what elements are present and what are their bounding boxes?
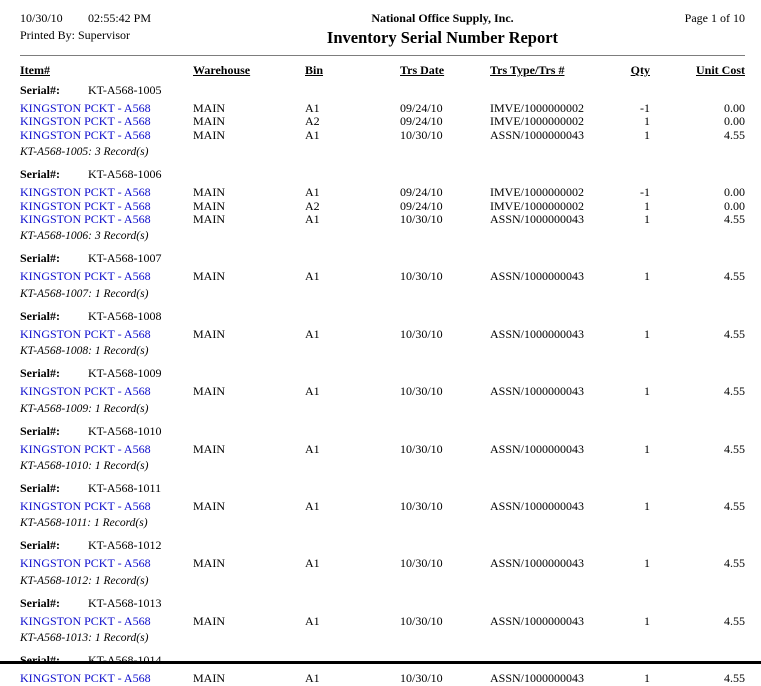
- serial-row: [20, 168, 745, 181]
- trs-date-cell: 10/30/10: [400, 269, 443, 284]
- item-link[interactable]: KINGSTON PCKT - A568: [20, 556, 151, 571]
- serial-number: KT-A568-1011: [88, 481, 162, 496]
- table-row: [20, 213, 745, 226]
- bin-cell: A1: [305, 613, 320, 628]
- trs-type-cell: ASSN/1000000043: [490, 384, 585, 399]
- unit-cost-cell: 4.55: [724, 212, 745, 227]
- table-row: [20, 500, 745, 513]
- item-link[interactable]: KINGSTON PCKT - A568: [20, 127, 151, 142]
- header-center: [270, 10, 615, 48]
- serial-rows: [20, 615, 745, 628]
- group-record-count: KT-A568-1009: 1 Record(s): [20, 402, 149, 415]
- item-link[interactable]: KINGSTON PCKT - A568: [20, 101, 151, 115]
- trs-date-cell: 10/30/10: [400, 326, 443, 341]
- qty-cell: 1: [644, 114, 650, 129]
- serial-group: [20, 539, 745, 587]
- company-name: National Office Supply, Inc.: [371, 11, 514, 25]
- trs-type-cell: ASSN/1000000043: [490, 212, 585, 227]
- column-headers: [20, 62, 745, 78]
- bin-cell: A2: [305, 114, 320, 129]
- group-record-count: KT-A568-1013: 1 Record(s): [20, 632, 149, 645]
- qty-cell: 1: [644, 326, 650, 341]
- trs-date-cell: 10/30/10: [400, 441, 443, 456]
- column-header-trs-type: Trs Type/Trs #: [490, 63, 565, 77]
- serial-number: KT-A568-1012: [88, 538, 162, 553]
- trs-date-cell: 09/24/10: [400, 185, 443, 200]
- bin-cell: A1: [305, 212, 320, 227]
- item-link[interactable]: KINGSTON PCKT - A568: [20, 198, 151, 213]
- serial-group: [20, 252, 745, 300]
- unit-cost-cell: 4.55: [724, 441, 745, 456]
- serial-rows: [20, 672, 745, 685]
- warehouse-cell: MAIN: [193, 499, 225, 514]
- unit-cost-cell: 4.55: [724, 269, 745, 284]
- report-header: [20, 10, 745, 48]
- trs-date-cell: 10/30/10: [400, 556, 443, 571]
- bin-cell: A1: [305, 384, 320, 399]
- bin-cell: A1: [305, 499, 320, 514]
- serial-rows: [20, 270, 745, 283]
- trs-type-cell: ASSN/1000000043: [490, 127, 585, 142]
- group-record-count: KT-A568-1011: 1 Record(s): [20, 517, 148, 530]
- serial-row: [20, 252, 745, 265]
- bin-cell: A1: [305, 671, 320, 686]
- header-left: [20, 10, 270, 44]
- serial-label: Serial#:: [20, 251, 60, 266]
- warehouse-cell: MAIN: [193, 441, 225, 456]
- trs-date-cell: 10/30/10: [400, 613, 443, 628]
- item-link[interactable]: KINGSTON PCKT - A568: [20, 671, 151, 686]
- serial-group: [20, 482, 745, 530]
- warehouse-cell: MAIN: [193, 269, 225, 284]
- qty-cell: 1: [644, 127, 650, 142]
- group-record-count: KT-A568-1010: 1 Record(s): [20, 460, 149, 473]
- serial-rows: [20, 557, 745, 570]
- qty-cell: -1: [640, 185, 650, 200]
- serial-row: [20, 84, 745, 97]
- item-link[interactable]: KINGSTON PCKT - A568: [20, 441, 151, 456]
- table-row: [20, 186, 745, 199]
- serial-group: [20, 654, 745, 685]
- table-row: [20, 115, 745, 128]
- group-record-count: KT-A568-1008: 1 Record(s): [20, 345, 149, 358]
- bin-cell: A2: [305, 198, 320, 213]
- table-row: [20, 200, 745, 213]
- trs-type-cell: ASSN/1000000043: [490, 499, 585, 514]
- warehouse-cell: MAIN: [193, 384, 225, 399]
- bin-cell: A1: [305, 269, 320, 284]
- unit-cost-cell: 4.55: [724, 671, 745, 686]
- serial-label: Serial#:: [20, 538, 60, 553]
- bin-cell: A1: [305, 185, 320, 200]
- unit-cost-cell: 4.55: [724, 499, 745, 514]
- bin-cell: A1: [305, 556, 320, 571]
- serial-row: [20, 539, 745, 552]
- serial-number: KT-A568-1009: [88, 366, 162, 381]
- serial-row: [20, 310, 745, 323]
- printed-by: Printed By: Supervisor: [20, 28, 130, 42]
- serial-group: [20, 597, 745, 645]
- warehouse-cell: MAIN: [193, 613, 225, 628]
- qty-cell: 1: [644, 556, 650, 571]
- trs-date-cell: 10/30/10: [400, 127, 443, 142]
- unit-cost-cell: 4.55: [724, 556, 745, 571]
- serial-row: [20, 482, 745, 495]
- trs-type-cell: ASSN/1000000043: [490, 613, 585, 628]
- serial-rows: [20, 328, 745, 341]
- print-date: 10/30/10: [20, 11, 63, 25]
- item-link[interactable]: KINGSTON PCKT - A568: [20, 499, 151, 514]
- warehouse-cell: MAIN: [193, 198, 225, 213]
- unit-cost-cell: 4.55: [724, 127, 745, 142]
- header-divider: [20, 55, 745, 56]
- unit-cost-cell: 0.00: [724, 185, 745, 200]
- serial-number: KT-A568-1007: [88, 251, 162, 266]
- unit-cost-cell: 0.00: [724, 114, 745, 129]
- trs-type-cell: ASSN/1000000043: [490, 441, 585, 456]
- qty-cell: -1: [640, 101, 650, 115]
- serial-number: KT-A568-1014: [88, 653, 162, 668]
- warehouse-cell: MAIN: [193, 556, 225, 571]
- serial-label: Serial#:: [20, 366, 60, 381]
- warehouse-cell: MAIN: [193, 101, 225, 115]
- bin-cell: A1: [305, 127, 320, 142]
- table-row: [20, 328, 745, 341]
- serial-number: KT-A568-1005: [88, 83, 162, 97]
- serial-group: [20, 425, 745, 473]
- item-link[interactable]: KINGSTON PCKT - A568: [20, 114, 151, 129]
- group-record-count: KT-A568-1012: 1 Record(s): [20, 574, 149, 587]
- group-record-count: KT-A568-1007: 1 Record(s): [20, 287, 149, 300]
- trs-date-cell: 10/30/10: [400, 499, 443, 514]
- item-link[interactable]: KINGSTON PCKT - A568: [20, 326, 151, 341]
- serial-row: [20, 597, 745, 610]
- trs-date-cell: 10/30/10: [400, 384, 443, 399]
- table-row: [20, 129, 745, 142]
- group-record-count: KT-A568-1005: 3 Record(s): [20, 146, 149, 159]
- unit-cost-cell: 4.55: [724, 384, 745, 399]
- qty-cell: 1: [644, 384, 650, 399]
- qty-cell: 1: [644, 499, 650, 514]
- unit-cost-cell: 0.00: [724, 198, 745, 213]
- trs-type-cell: ASSN/1000000043: [490, 269, 585, 284]
- serial-row: [20, 367, 745, 380]
- warehouse-cell: MAIN: [193, 185, 225, 200]
- serial-rows: [20, 443, 745, 456]
- trs-type-cell: IMVE/1000000002: [490, 101, 584, 115]
- item-link[interactable]: KINGSTON PCKT - A568: [20, 613, 151, 628]
- warehouse-cell: MAIN: [193, 326, 225, 341]
- warehouse-cell: MAIN: [193, 671, 225, 686]
- qty-cell: 1: [644, 269, 650, 284]
- page-number: Page 1 of 10: [684, 11, 745, 25]
- serial-number: KT-A568-1010: [88, 423, 162, 438]
- table-row: [20, 443, 745, 456]
- column-header-unit-cost: Unit Cost: [695, 63, 745, 77]
- serial-row: [20, 654, 745, 667]
- serial-row: [20, 425, 745, 438]
- table-row: [20, 270, 745, 283]
- qty-cell: 1: [644, 613, 650, 628]
- table-row: [20, 615, 745, 628]
- serial-label: Serial#:: [20, 83, 60, 97]
- warehouse-cell: MAIN: [193, 127, 225, 142]
- serial-label: Serial#:: [20, 308, 60, 323]
- table-row: [20, 385, 745, 398]
- table-row: [20, 557, 745, 570]
- qty-cell: 1: [644, 198, 650, 213]
- item-link[interactable]: KINGSTON PCKT - A568: [20, 185, 151, 200]
- page-title: Inventory Serial Number Report: [326, 28, 559, 47]
- trs-date-cell: 09/24/10: [400, 198, 443, 213]
- column-header-trs-date: Trs Date: [400, 63, 445, 77]
- table-row: [20, 102, 745, 115]
- item-link[interactable]: KINGSTON PCKT - A568: [20, 269, 151, 284]
- qty-cell: 1: [644, 441, 650, 456]
- trs-type-cell: ASSN/1000000043: [490, 671, 585, 686]
- item-link[interactable]: KINGSTON PCKT - A568: [20, 384, 151, 399]
- serial-label: Serial#:: [20, 595, 60, 610]
- unit-cost-cell: 4.55: [724, 613, 745, 628]
- serial-rows: [20, 186, 745, 226]
- group-record-count: KT-A568-1006: 3 Record(s): [20, 230, 149, 243]
- trs-date-cell: 09/24/10: [400, 114, 443, 129]
- serial-rows: [20, 385, 745, 398]
- serial-label: Serial#:: [20, 481, 60, 496]
- table-row: [20, 672, 745, 685]
- unit-cost-cell: 0.00: [724, 101, 745, 115]
- trs-type-cell: ASSN/1000000043: [490, 326, 585, 341]
- report-body: [20, 84, 745, 686]
- column-header-bin: Bin: [305, 63, 324, 77]
- bin-cell: A1: [305, 326, 320, 341]
- warehouse-cell: MAIN: [193, 212, 225, 227]
- column-header-warehouse: Warehouse: [193, 63, 251, 77]
- unit-cost-cell: 4.55: [724, 326, 745, 341]
- serial-group: [20, 168, 745, 243]
- trs-date-cell: 10/30/10: [400, 212, 443, 227]
- trs-type-cell: ASSN/1000000043: [490, 556, 585, 571]
- serial-label: Serial#:: [20, 653, 60, 668]
- serial-number: KT-A568-1013: [88, 595, 162, 610]
- bin-cell: A1: [305, 101, 320, 115]
- trs-type-cell: IMVE/1000000002: [490, 114, 584, 129]
- serial-number: KT-A568-1006: [88, 167, 162, 182]
- column-header-qty: Qty: [630, 63, 650, 77]
- trs-type-cell: IMVE/1000000002: [490, 198, 584, 213]
- serial-label: Serial#:: [20, 423, 60, 438]
- qty-cell: 1: [644, 212, 650, 227]
- serial-number: KT-A568-1008: [88, 308, 162, 323]
- trs-type-cell: IMVE/1000000002: [490, 185, 584, 200]
- serial-group: [20, 84, 745, 159]
- qty-cell: 1: [644, 671, 650, 686]
- trs-date-cell: 10/30/10: [400, 671, 443, 686]
- print-datetime: [20, 10, 270, 27]
- serial-group: [20, 367, 745, 415]
- column-header-item: Item#: [20, 63, 50, 77]
- warehouse-cell: MAIN: [193, 114, 225, 129]
- bin-cell: A1: [305, 441, 320, 456]
- trs-date-cell: 09/24/10: [400, 101, 443, 115]
- item-link[interactable]: KINGSTON PCKT - A568: [20, 212, 151, 227]
- serial-rows: [20, 500, 745, 513]
- serial-group: [20, 310, 745, 358]
- serial-label: Serial#:: [20, 167, 60, 182]
- serial-rows: [20, 102, 745, 142]
- print-time: 02:55:42 PM: [88, 11, 152, 25]
